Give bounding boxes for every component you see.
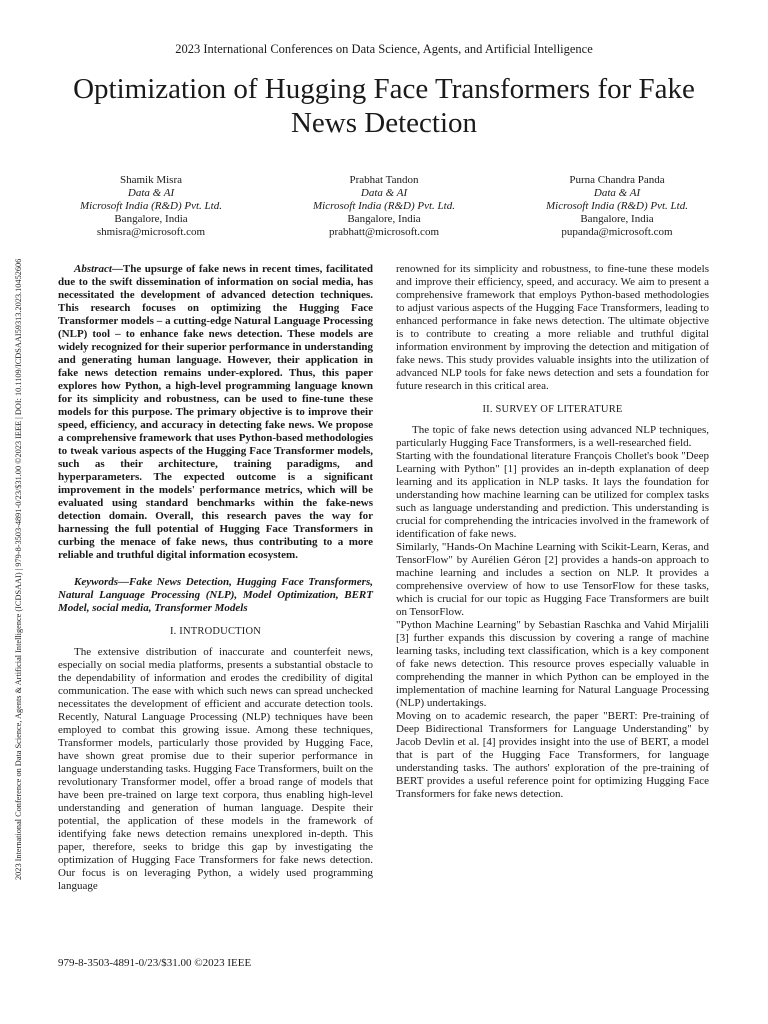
abstract-lead: Abstract [74,263,112,275]
survey-paragraph: Starting with the foundational literature François Chollet's book "Deep Learning with Python" [1] provides an in-depth explanation of deep learning and its application in NLP tasks. It lays the foundation for understanding how machine learning can be utilized for complex tasks such as language understanding and prediction. This understanding is crucial for comprehending the intricacies involved in the framework of identification of fake news. [396,450,709,540]
abstract [58,263,373,562]
introduction-continued: renowned for its simplicity and robustness, to fine-tune these models and improve their efficiency, speed, and accuracy. We aim to present a comprehensive framework that employs Python-based methodologies to adjust various aspects of the Hugging Face Transformers, leading to enhanced performance in fake news detection. The ultimate objective is to contribute to creating a more reliable and truthful digital information environment by improving the detection and mitigation of fake news. This study provides valuable insights into the utilization of advanced NLP tools for fake news detection and sets a foundation for future research in this critical area. [396,263,709,392]
author-name: Shamik Misra [119,174,183,186]
right-column [396,263,709,801]
section-heading-introduction: I. INTRODUCTION [169,626,262,637]
left-column [58,263,373,893]
author-dept: Data & AI [360,187,408,199]
author-name: Purna Chandra Panda [569,174,665,186]
author-email: prabhatt@microsoft.com [328,226,440,238]
author-3 [502,174,732,239]
footer-copyright: 979-8-3503-4891-0/23/$31.00 ©2023 IEEE [58,957,252,969]
author-2 [269,174,499,239]
author-1 [36,174,266,239]
abstract-text: —The upsurge of fake news in recent times, facilitated due to the swift dissemination of information on social media, has necessitated the development of advanced detection techniques. This research focuses on optimizing the Hugging Face Transformer models – a cutting-edge Natural Language Processing (NLP) tool – to enhance fake news detection. These models are widely recognized for their superior performance in understanding and generating human language. However, their application in fake news detection remains under-explored. Thus, this paper explores how Python, a high-level programming language known for its simplicity and robustness, can be used to fine-tune these models for this purpose. The primary objective is to improve their speed, efficiency, and accuracy in detecting fake news. We propose a comprehensive framework that uses Python-based methodologies to tweak various aspects of the Hugging Face Transformer models, such as their architecture, training paradigms, and hyperparameters. The expected outcome is a significant improvement in the models' performance metrics, which will be evaluated using standard benchmarks within the fake-news detection domain. Overall, this research paves the way for harnessing the full potential of Hugging Face Transformers in curbing the menace of fake news, thus contributing to a more reliable and truthful digital information ecosystem. [58,263,373,561]
keywords: Keywords—Fake News Detection, Hugging Face Transformers, Natural Language Processing (NLP), Model Optimization, BERT Model, social media, Transformer Models [58,576,373,614]
author-dept: Data & AI [593,187,641,199]
author-name: Prabhat Tandon [349,174,419,186]
author-org: Microsoft India (R&D) Pvt. Ltd. [546,200,688,212]
conference-header: 2023 International Conferences on Data Science, Agents, and Artificial Intelligence [175,42,593,56]
author-location: Bangalore, India [347,213,421,225]
survey-paragraph: "Python Machine Learning" by Sebastian Raschka and Vahid Mirjalili [3] further expands this discussion by covering a range of machine learning tasks, including text classification, which is a key component of fake news detection. This resource proves especially valuable in comprehending the manner in which Python can be employed in the implementation of machine learning for Natural Language Processing (NLP) undertakings. [396,619,709,709]
paper-title: Optimization of Hugging Face Transformers for Fake News Detection [73,73,695,139]
introduction-text: The extensive distribution of inaccurate and counterfeit news, especially on social media platforms, presents a substantial obstacle to the dependability of information and erodes the credibility of digital communication. The ease with which such news can spread unchecked necessitates the development of efficient and accurate detection tools. Recently, Natural Language Processing (NLP) techniques have been employed to combat this growing issue. Among these techniques, Transformer models, particularly those provided by Hugging Face, have shown great promise due to their superior performance in language understanding tasks. Hugging Face Transformers, built on the revolutionary Transformer model, offer a broad range of models that have been pre-trained on large text corpora, thus enabling high-level understanding and generation of human language. Despite their potential, the application of these models in the framework of identifying fake news detection remains unexplored in-depth. This paper, therefore, seeks to bridge this gap by investigating the optimization of Hugging Face Transformers for fake news detection. Our focus is on leveraging Python, a widely used programming language [58,646,373,892]
author-location: Bangalore, India [114,213,188,225]
survey-paragraph: Moving on to academic research, the paper "BERT: Pre-training of Deep Bidirectional Transformers for Language Understanding" by Jacob Devlin et al. [4] provides insight into the use of BERT, a model that is part of the Hugging Face Transformers, for language understanding tasks. The authors' exploration of the pre-training of BERT provides a useful reference point for optimizing Hugging Face Transformers for fake news detection. [396,710,709,800]
survey-paragraph: The topic of fake news detection using advanced NLP techniques, particularly Hugging Face Transformers, is a well-researched field. [396,424,709,449]
section-heading-survey: II. SURVEY OF LITERATURE [482,404,623,415]
survey-paragraph: Similarly, "Hands-On Machine Learning with Scikit-Learn, Keras, and TensorFlow" by Aurélien Géron [2] provides a hands-on approach to machine learning and includes a section on NLP. It provides a comprehensive overview of how to use TensorFlow for these tasks, which is crucial for our topic as Hugging Face Transformers are built on TensorFlow. [396,541,709,618]
author-location: Bangalore, India [580,213,654,225]
author-email: shmisra@microsoft.com [96,226,206,238]
author-email: pupanda@microsoft.com [561,226,673,238]
author-org: Microsoft India (R&D) Pvt. Ltd. [80,200,222,212]
author-org: Microsoft India (R&D) Pvt. Ltd. [313,200,455,212]
side-citation-note: 2023 International Conference on Data Science, Agents & Artificial Intelligence (ICDSAAI) | 979-8-3503-4891-0/23/$31.00 ©2023 IEEE | DOI: 10.1109/ICDSAAI59313.2023.10452606 [14,258,23,880]
author-dept: Data & AI [127,187,175,199]
